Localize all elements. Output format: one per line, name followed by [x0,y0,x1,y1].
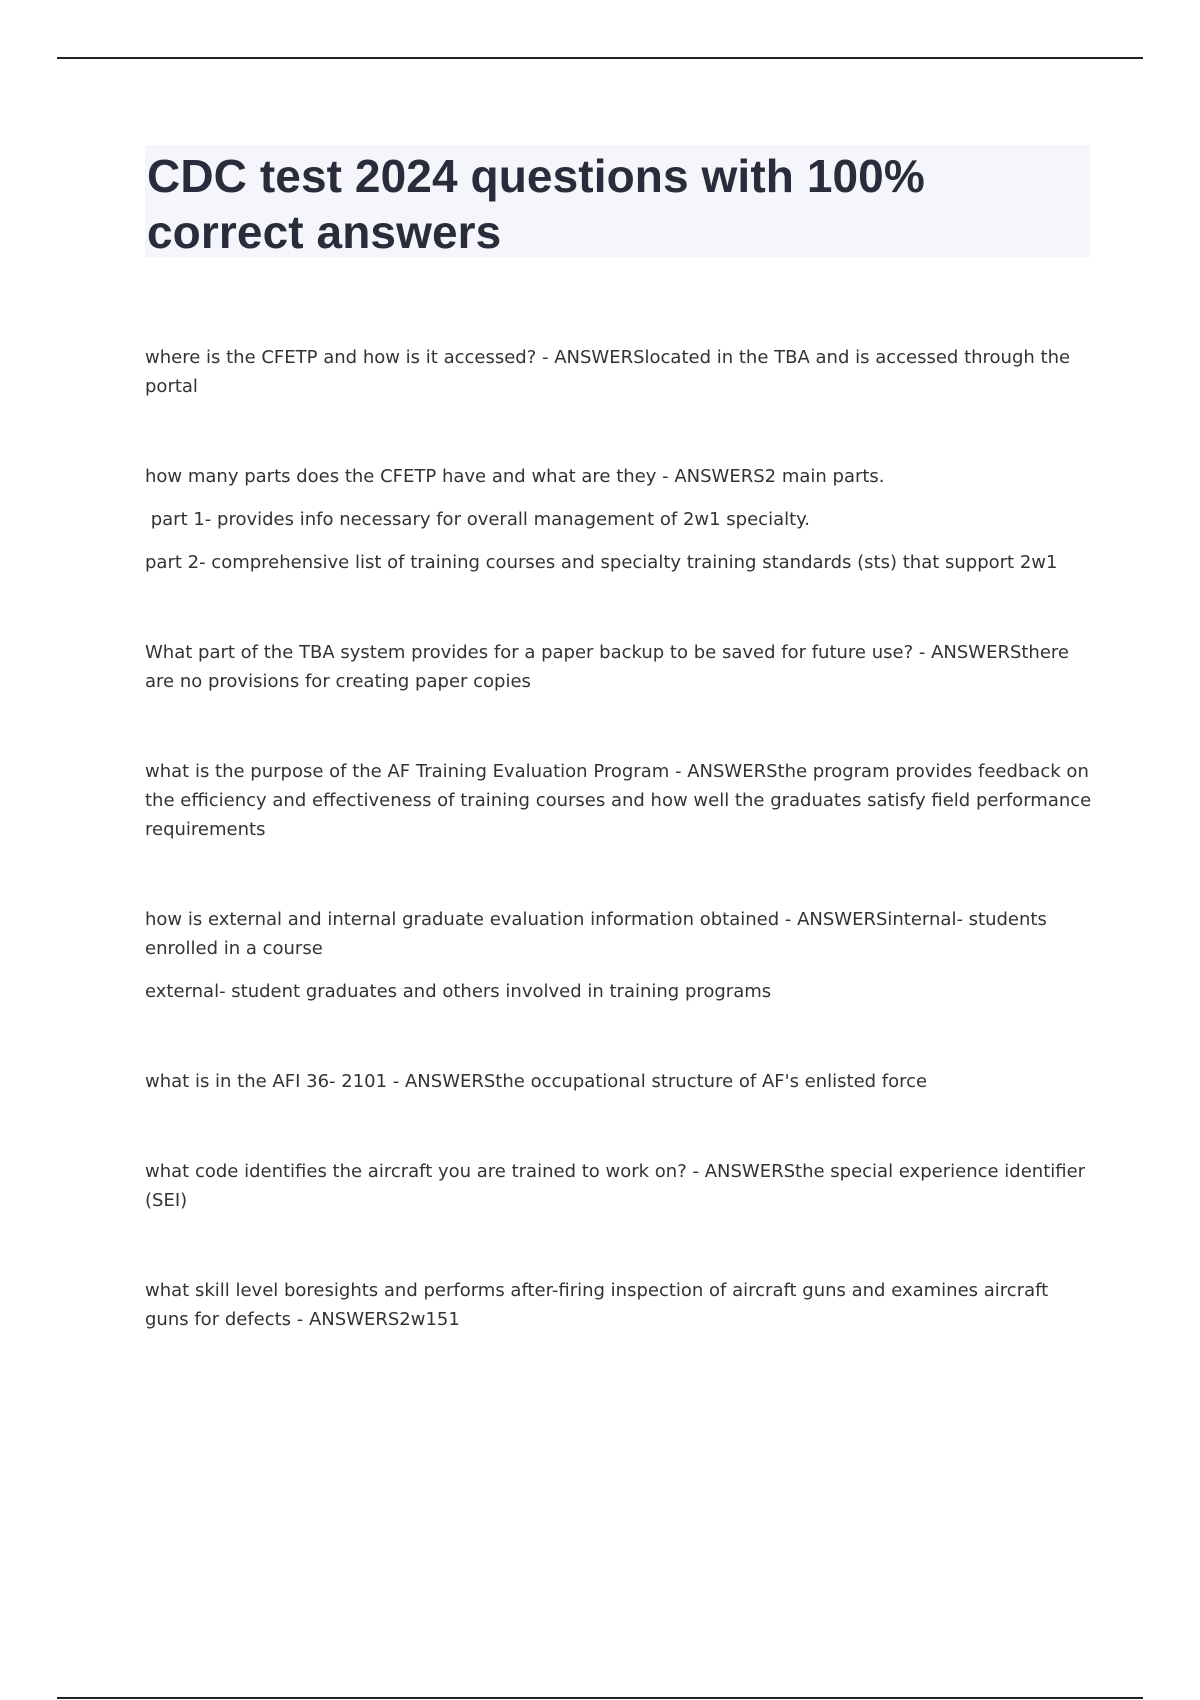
qa-list [145,343,1095,1395]
qa-text: how many parts does the CFETP have and what are they - ANSWERS2 main parts. [145,466,885,487]
qa-item [145,462,1095,577]
qa-text: What part of the TBA system provides for a paper backup to be saved for future use? - ANSWERSthere are no provisions for creating paper copies [145,642,1069,692]
qa-item [145,638,1095,696]
title-line-1: CDC test 2024 questions with 100% [147,150,925,202]
top-rule [57,57,1143,59]
qa-text: what skill level boresights and performs after-firing inspection of aircraft guns and examines aircraft guns for defects - ANSWERS2w151 [145,1280,1049,1330]
qa-item [145,757,1095,844]
qa-item [145,905,1095,1006]
bottom-rule [57,1697,1143,1699]
qa-item [145,1157,1095,1215]
title-line-2: correct answers [147,206,502,258]
qa-text: part 1- provides info necessary for overall management of 2w1 specialty. [145,509,810,530]
qa-item [145,1067,1095,1096]
qa-item [145,1276,1095,1334]
qa-text: what is in the AFI 36- 2101 - ANSWERSthe occupational structure of AF's enlisted force [145,1071,928,1092]
qa-text: external- student graduates and others involved in training programs [145,981,772,1002]
qa-text: how is external and internal graduate evaluation information obtained - ANSWERSinternal- students enrolled in a course [145,909,1047,959]
qa-text: where is the CFETP and how is it accessed? - ANSWERSlocated in the TBA and is accessed through the portal [145,347,1071,397]
qa-text: what is the purpose of the AF Training Evaluation Program - ANSWERSthe program provides feedback on the efficiency and effectiveness of training courses and how well the graduates satisfy field performance requirements [145,761,1092,840]
qa-text: part 2- comprehensive list of training courses and specialty training standards (sts) that support 2w1 [145,552,1058,573]
document-title [147,148,1086,260]
qa-text: what code identifies the aircraft you are trained to work on? - ANSWERSthe special experience identifier (SEI) [145,1161,1086,1211]
title-banner [145,145,1090,257]
qa-item [145,343,1095,401]
